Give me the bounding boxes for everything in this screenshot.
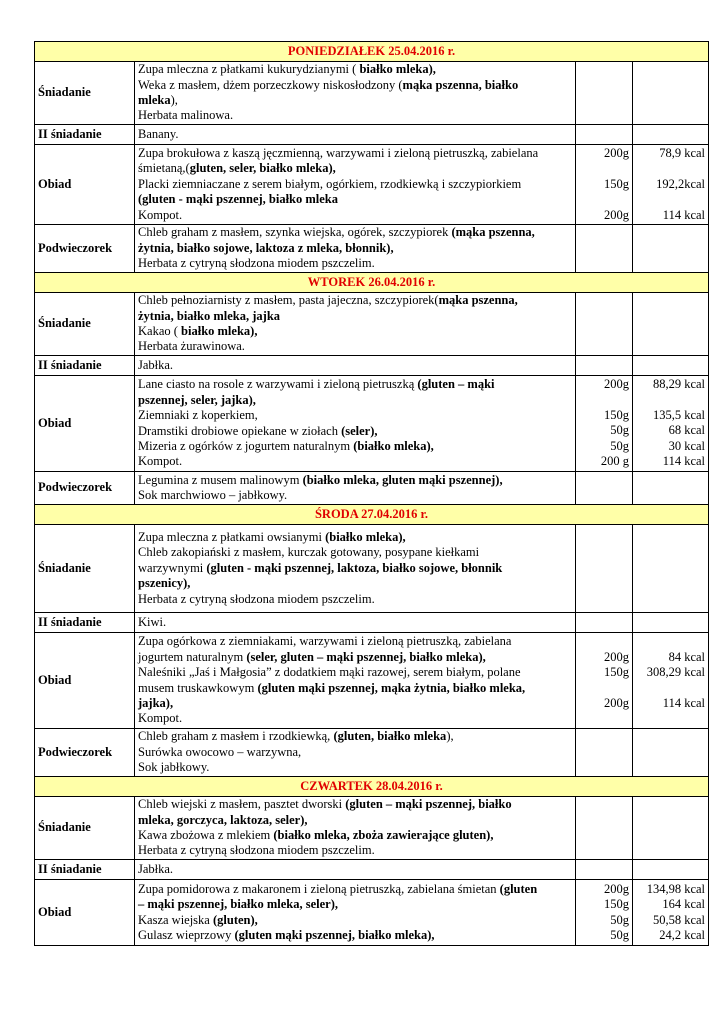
meal-name: Podwieczorek [35,472,135,505]
allergen-text: (gluten), [212,912,258,927]
description-line [138,760,572,775]
meal-description [135,225,576,273]
description-line [138,127,572,142]
dish-text: jogurtem naturalnym [138,649,247,664]
description-line [138,711,572,726]
dish-text: Jabłka. [138,357,174,372]
dish-text: Chleb wiejski z masłem, pasztet dworski [138,797,346,812]
meal-row [35,525,709,613]
dish-text: Kiwi. [138,614,167,629]
kcal-cell [633,62,709,125]
dish-text: ), [446,729,454,744]
allergen-text: – mąki pszennej, białko mleka, seler), [138,897,338,912]
meal-name: Obiad [35,145,135,225]
meal-name: Obiad [35,880,135,946]
allergen-text: (gluten - mąki pszennej, białko mleka [138,192,339,207]
meal-description [135,860,576,880]
kcal-value: 24,2 kcal [659,927,706,942]
dish-text: Legumina z musem malinowym [138,472,303,487]
allergen-text: żytnia, białko sojowe, laktoza z mleka, błonnik), [138,240,394,255]
meal-row [35,472,709,505]
description-line [138,681,572,696]
portion-cell [576,376,633,472]
description-line [138,424,572,439]
description-line [138,696,572,711]
portion-cell [576,633,633,729]
description-line [138,408,572,423]
dish-text: warzywnymi [138,560,207,575]
portion-value: 150g [604,176,629,191]
portion-cell [576,613,633,633]
kcal-value: 114 kcal [662,207,706,222]
kcal-value: 78,9 kcal [659,146,706,160]
meal-name: Obiad [35,633,135,729]
portion-value [579,634,629,649]
meal-row [35,145,709,225]
description-line [138,78,572,93]
meal-row [35,293,709,356]
dish-text: Chleb zakopiański z masłem, kurczak gotowany, posypane kiełkami [138,545,480,560]
day-header-row [35,273,709,293]
portion-value [579,192,629,207]
dish-text: Lane ciasto na rosole z warzywami i zieloną pietruszką [138,377,418,392]
description-line [138,256,572,271]
day-header: CZWARTEK 28.04.2016 r. [35,777,709,797]
allergen-text: białko mleka), [181,324,258,338]
meal-description [135,880,576,946]
allergen-text: (białko mleka), [353,438,434,453]
kcal-cell [633,356,709,376]
meal-description [135,525,576,613]
dish-text: Herbata malinowa. [138,108,234,123]
description-line [138,108,572,123]
dish-text: Herbata z cytryną słodzona miodem pszczelim. [138,591,375,606]
portion-value: 50g [610,423,629,438]
meal-name: II śniadanie [35,125,135,145]
allergen-text: (białko mleka, zboża zawierające gluten), [273,828,494,842]
dish-text: ), [170,93,178,107]
kcal-cell [633,125,709,145]
meal-row [35,729,709,777]
dish-text: Jabłka. [138,861,174,876]
kcal-cell [633,145,709,225]
day-header-row [35,777,709,797]
description-line [138,729,572,744]
kcal-value: 68 kcal [668,423,706,438]
kcal-cell [633,729,709,777]
dish-text: Kompot. [138,454,183,469]
dish-text: Placki ziemniaczane z serem białym, ogórkiem, rzodkiewką i szczypiorkiem [138,176,522,191]
portion-cell [576,62,633,125]
dish-text: Kakao ( [138,324,182,338]
meal-description [135,376,576,472]
description-line [138,192,572,207]
meal-name: II śniadanie [35,613,135,633]
portion-value: 150g [604,408,629,423]
description-line [138,208,572,223]
kcal-value [636,192,705,207]
description-line [138,882,572,897]
meal-description [135,633,576,729]
dish-text: Zupa mleczna z płatkami kukurydzianymi ( [138,62,360,77]
description-line [138,665,572,680]
dish-text: Herbata z cytryną słodzona miodem pszczelim. [138,843,375,858]
description-line [138,561,572,576]
dish-text: Dramstiki drobiowe opiekane w ziołach [138,423,342,438]
description-line [138,745,572,760]
day-header-row [35,505,709,525]
meal-name: Obiad [35,376,135,472]
meal-description [135,613,576,633]
meal-row [35,225,709,273]
description-line [138,862,572,877]
meal-description [135,125,576,145]
dish-text: Herbata z cytryną słodzona miodem pszczelim. [138,256,375,271]
allergen-text: pszenicy), [138,576,191,591]
kcal-cell [633,797,709,860]
description-line [138,161,572,176]
kcal-value: 164 kcal [662,897,706,912]
day-header: PONIEDZIAŁEK 25.04.2016 r. [35,42,709,62]
portion-cell [576,860,633,880]
kcal-value: 114 kcal [662,695,706,710]
allergen-text: (seler, gluten – mąki pszennej, białko mleka), [246,649,486,664]
kcal-value: 192,2kcal [656,176,706,191]
kcal-cell [633,472,709,505]
meal-row [35,880,709,946]
portion-cell [576,797,633,860]
kcal-cell [633,860,709,880]
allergen-text: (gluten – mąki [417,377,495,392]
portion-value: 200g [604,695,629,710]
description-line [138,634,572,649]
meal-name: Śniadanie [35,797,135,860]
description-line [138,473,572,488]
description-line [138,488,572,503]
portion-value: 50g [610,438,629,453]
dish-text: Zupa ogórkowa z ziemniakami, warzywami i zieloną pietruszką, zabielana [138,634,512,649]
description-line [138,439,572,454]
dish-text: Zupa brokułowa z kaszą jęczmienną, warzywami i zieloną pietruszką, zabielana [138,145,539,160]
portion-cell [576,145,633,225]
dish-text: Zupa pomidorowa z makaronem i zieloną pietruszką, zabielana śmietan [138,881,500,896]
kcal-value [636,393,705,408]
dish-text: Sok jabłkowy. [138,760,210,775]
description-line [138,843,572,858]
description-line [138,309,572,324]
description-line [138,897,572,912]
portion-value: 200g [604,146,629,160]
menu-table [34,41,709,946]
meal-description [135,145,576,225]
portion-value: 50g [610,912,629,927]
description-line [138,377,572,392]
portion-cell [576,125,633,145]
dish-text: Kawa zbożowa z mlekiem [138,828,274,842]
portion-value: 200g [604,377,629,392]
dish-text: Ziemniaki z koperkiem, [138,408,258,423]
kcal-value [636,634,705,649]
description-line [138,576,572,591]
kcal-cell [633,225,709,273]
kcal-value: 84 kcal [668,649,706,664]
meal-description [135,729,576,777]
description-line [138,93,572,108]
kcal-value: 50,58 kcal [652,912,706,927]
dish-text: Kompot. [138,711,183,726]
allergen-text: pszennej, seler, jajka), [138,392,256,407]
kcal-value: 114 kcal [662,454,706,469]
menu-body [35,42,709,946]
allergen-text: mleka, gorczyca, laktoza, seler), [138,812,308,827]
dish-text: Gulasz wieprzowy [138,927,235,942]
meal-row [35,356,709,376]
description-line [138,324,572,339]
meal-name: II śniadanie [35,356,135,376]
description-line [138,615,572,630]
description-line [138,545,572,560]
day-header: ŚRODA 27.04.2016 r. [35,505,709,525]
allergen-text: (białko mleka, gluten mąki pszennej), [302,472,503,487]
dish-text: Zupa mleczna z płatkami owsianymi [138,529,326,544]
portion-value [579,161,629,176]
allergen-text: (seler), [341,423,378,438]
dish-text: Kompot. [138,207,183,222]
meal-name: Podwieczorek [35,225,135,273]
portion-value: 150g [604,665,629,680]
meal-row [35,633,709,729]
day-header: WTOREK 26.04.2016 r. [35,273,709,293]
meal-description [135,293,576,356]
dish-text: Sok marchwiowo – jabłkowy. [138,488,288,502]
portion-cell [576,472,633,505]
description-line [138,62,572,77]
meal-row [35,797,709,860]
dish-text: Kasza wiejska [138,912,213,927]
dish-text: Mizeria z ogórków z jogurtem naturalnym [138,438,354,453]
description-line [138,146,572,161]
kcal-value [636,681,705,696]
portion-cell [576,356,633,376]
kcal-value [636,161,705,176]
allergen-text: mąka pszenna, białko [402,77,519,92]
portion-cell [576,729,633,777]
dish-text: Surówka owocowo – warzywna, [138,744,302,759]
kcal-cell [633,613,709,633]
description-line [138,797,572,812]
meal-description [135,62,576,125]
allergen-text: (gluten – mąki pszennej, białko [345,797,512,812]
meal-row [35,613,709,633]
kcal-value: 88,29 kcal [652,377,706,392]
dish-text: Weka z masłem, dżem porzeczkowy niskosłodzony ( [138,77,403,92]
portion-value [579,681,629,696]
allergen-text: (gluten mąki pszennej, białko mleka), [234,927,435,942]
allergen-text: żytnia, białko mleka, jajka [138,308,281,323]
meal-description [135,797,576,860]
description-line [138,293,572,308]
portion-value: 150g [604,897,629,912]
portion-value [579,393,629,408]
dish-text: Naleśniki „Jaś i Małgosia” z dodatkiem mąki razowej, serem białym, polane [138,665,521,680]
day-header-row [35,42,709,62]
allergen-text: (gluten, białko mleka [333,729,447,744]
description-line [138,225,572,240]
allergen-text: białko mleka), [359,62,436,77]
kcal-cell [633,880,709,946]
portion-cell [576,225,633,273]
description-line [138,650,572,665]
description-line [138,828,572,843]
portion-cell [576,880,633,946]
allergen-text: (gluten mąki pszennej, mąka żytnia, białko mleka, [257,680,526,695]
meal-description [135,356,576,376]
kcal-value: 30 kcal [668,438,706,453]
dish-text: śmietaną,( [138,161,190,176]
kcal-value: 135,5 kcal [652,408,706,423]
description-line [138,454,572,469]
allergen-text: (gluten - mąki pszennej, laktoza, białko sojowe, błonnik [206,560,503,575]
meal-name: Śniadanie [35,62,135,125]
allergen-text: mleka [138,93,171,107]
kcal-cell [633,525,709,613]
portion-cell [576,525,633,613]
description-line [138,530,572,545]
meal-name: Podwieczorek [35,729,135,777]
dish-text: Chleb graham z masłem, szynka wiejska, ogórek, szczypiorek [138,225,452,240]
meal-description [135,472,576,505]
kcal-cell [633,376,709,472]
meal-name: II śniadanie [35,860,135,880]
allergen-text: (białko mleka), [325,529,406,544]
description-line [138,913,572,928]
dish-text: Herbata żurawinowa. [138,339,245,354]
dish-text: Chleb pełnoziarnisty z masłem, pasta jajeczna, szczypiorek( [138,293,439,308]
allergen-text: (gluten [499,881,538,896]
meal-row [35,376,709,472]
dish-text: musem truskawkowym [138,680,258,695]
meal-row [35,860,709,880]
portion-value: 200g [604,649,629,664]
portion-cell [576,293,633,356]
meal-row [35,62,709,125]
meal-name: Śniadanie [35,525,135,613]
description-line [138,393,572,408]
kcal-value: 134,98 kcal [646,881,706,896]
meal-name: Śniadanie [35,293,135,356]
allergen-text: mąka pszenna, [438,293,518,308]
description-line [138,928,572,943]
meal-row [35,125,709,145]
description-line [138,358,572,373]
description-line [138,177,572,192]
allergen-text: gluten, seler, białko mleka), [189,161,336,176]
dish-text: Banany. [138,126,179,141]
portion-value: 200 g [600,454,629,469]
kcal-cell [633,633,709,729]
dish-text: Chleb graham z masłem i rzodkiewką, [138,729,334,744]
portion-value: 50g [610,927,629,942]
portion-value: 200g [604,881,629,896]
portion-value: 200g [604,207,629,222]
kcal-value: 308,29 kcal [646,665,706,680]
description-line [138,339,572,354]
description-line [138,592,572,607]
kcal-value [636,711,705,726]
portion-value [579,711,629,726]
description-line [138,813,572,828]
allergen-text: (mąka pszenna, [451,225,535,240]
allergen-text: jajka), [138,695,174,710]
description-line [138,241,572,256]
kcal-cell [633,293,709,356]
